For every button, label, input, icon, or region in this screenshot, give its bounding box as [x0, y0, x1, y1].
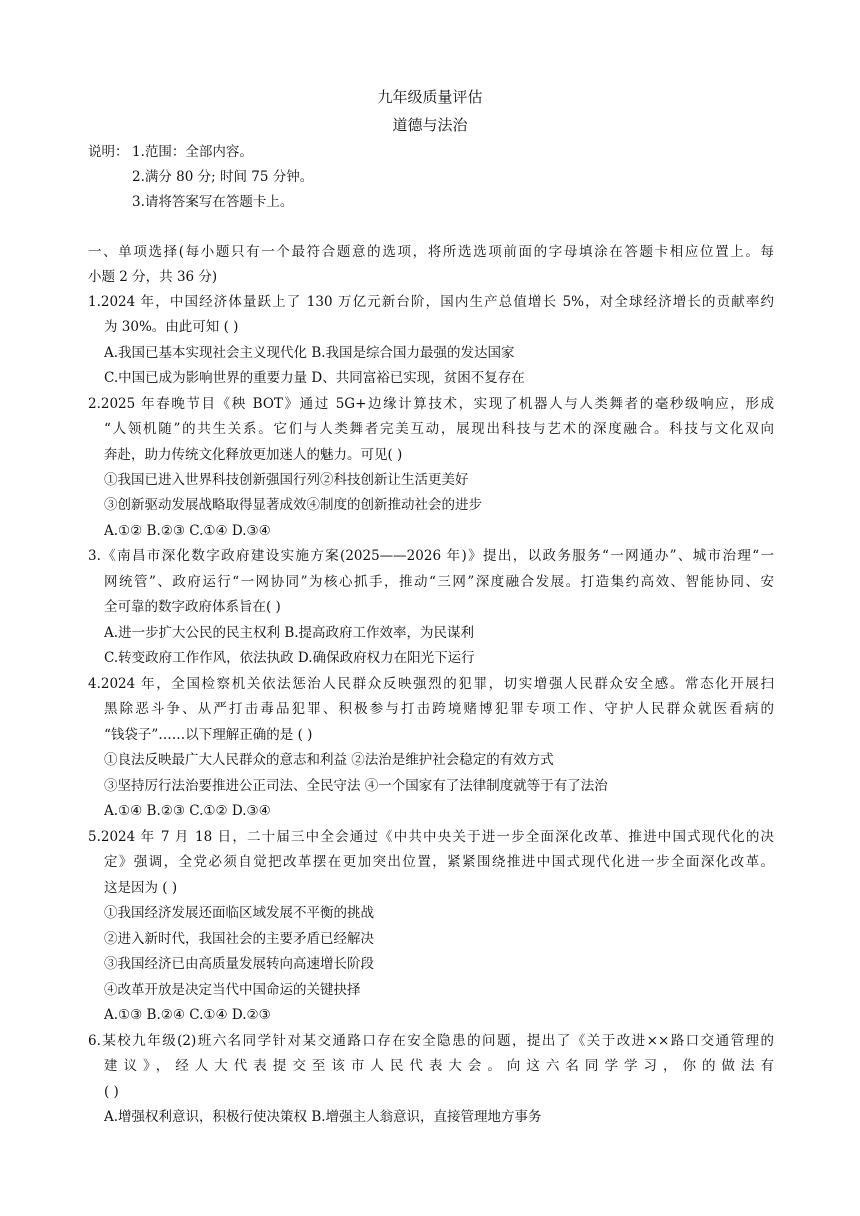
section-heading: 小题 2 分，共 36 分)	[88, 269, 218, 285]
exam-title: 九年级质量评估	[377, 88, 483, 106]
question-option: C.中国已成为影响世界的重要力量 D、共同富裕已实现，贫困不复存在	[104, 370, 525, 386]
section-heading: 一、单项选择(每小题只有一个最符合题意的选项，将所选选项前面的字母填涂在答题卡相应位置上。每	[88, 244, 774, 260]
question-stem: 3.《南昌市深化数字政府建设实施方案(2025——2026 年)》提出，以政务服务“一网通办”、城市治理“一	[88, 548, 774, 564]
subject-title: 道德与法治	[392, 116, 468, 134]
question-stem: 奔赴，助力传统文化释放更加迷人的魅力。可见( )	[104, 447, 403, 463]
question-option: A.①④ B.②③ C.①② D.③④	[104, 803, 271, 819]
question-stem: 全可靠的数字政府体系旨在( )	[104, 599, 281, 615]
note-item: 1.范围：全部内容。	[132, 144, 253, 160]
question-statement: ②进入新时代，我国社会的主要矛盾已经解决	[104, 931, 374, 947]
question-statement: ①良法反映最广大人民群众的意志和利益 ②法治是维护社会稳定的有效方式	[104, 752, 554, 768]
question-statement: ③坚持厉行法治要推进公正司法、全民守法 ④一个国家有了法律制度就等于有了法治	[104, 778, 608, 794]
question-option: C.转变政府工作作风，依法执政 D.确保政府权力在阳光下运行	[104, 650, 475, 666]
question-option: A.我国已基本实现社会主义现代化 B.我国是综合国力最强的发达国家	[104, 345, 515, 361]
question-option: A.进一步扩大公民的民主权利 B.提高政府工作效率，为民谋利	[104, 625, 475, 641]
question-stem: 这是因为 ( )	[104, 880, 178, 896]
question-statement: ④改革开放是决定当代中国命运的关键抉择	[104, 982, 361, 998]
question-stem: 4.2024 年，全国检察机关依法惩治人民群众反映强烈的犯罪，切实增强人民群众安全感。常态化开展扫	[88, 676, 774, 692]
question-stem: 1.2024 年，中国经济体量跃上了 130 万亿元新台阶，国内生产总值增长 5%，对全球经济增长的贡献率约	[88, 294, 774, 310]
question-stem: 为 30%。由此可知 ( )	[104, 319, 239, 335]
question-statement: ①我国已进入世界科技创新强国行列②科技创新让生活更美好	[104, 472, 469, 488]
question-option: A.增强权利意识，积极行使决策权 B.增强主人翁意识，直接管理地方事务	[104, 1109, 542, 1125]
notes-label: 说明：	[88, 144, 129, 160]
question-stem: 5.2024 年 7 月 18 日，二十届三中全会通过《中共中央关于进一步全面深化改革、推进中国式现代化的决	[88, 829, 774, 845]
question-stem: 网统管”、政府运行“一网协同”为核心抓手，推动“三网”深度融合发展。打造集约高效、智能协同、安	[104, 574, 774, 590]
question-statement: ①我国经济发展还面临区域发展不平衡的挑战	[104, 905, 374, 921]
note-item: 2.满分 80 分; 时间 75 分钟。	[132, 169, 314, 185]
question-stem: 黑除恶斗争、从严打击毒品犯罪、积极参与打击跨境赌博犯罪专项工作、守护人民群众就医看病的	[104, 701, 774, 717]
question-stem: ( )	[104, 1084, 119, 1100]
question-stem: “人领机随”的共生关系。它们与人类舞者完美互动，展现出科技与艺术的深度融合。科技与文化双向	[104, 421, 774, 437]
question-statement: ③创新驱动发展战略取得显著成效④制度的创新推动社会的进步	[104, 497, 482, 513]
question-stem: 定》强调，全党必须自觉把改革摆在更加突出位置，紧紧围绕推进中国式现代化进一步全面深化改革。	[104, 854, 774, 870]
question-stem: 2.2025 年春晚节目《秧 BOT》通过 5G+边缘计算技术，实现了机器人与人类舞者的毫秒级响应，形成	[88, 396, 774, 412]
question-stem: 建议》，经人大代表提交至该市人民代表大会。向这六名同学学习，你的做法有	[104, 1058, 774, 1074]
question-option: A.①③ B.②④ C.①④ D.②③	[104, 1007, 271, 1023]
question-statement: ③我国经济已由高质量发展转向高速增长阶段	[104, 956, 374, 972]
question-option: A.①② B.②③ C.①④ D.③④	[104, 523, 271, 539]
note-item: 3.请将答案写在答题卡上。	[132, 194, 294, 210]
question-stem: 6.某校九年级(2)班六名同学针对某交通路口存在安全隐患的问题，提出了《关于改进××路口交通管理的	[88, 1033, 774, 1049]
question-stem: “钱袋子”……以下理解正确的是 ( )	[104, 727, 313, 743]
